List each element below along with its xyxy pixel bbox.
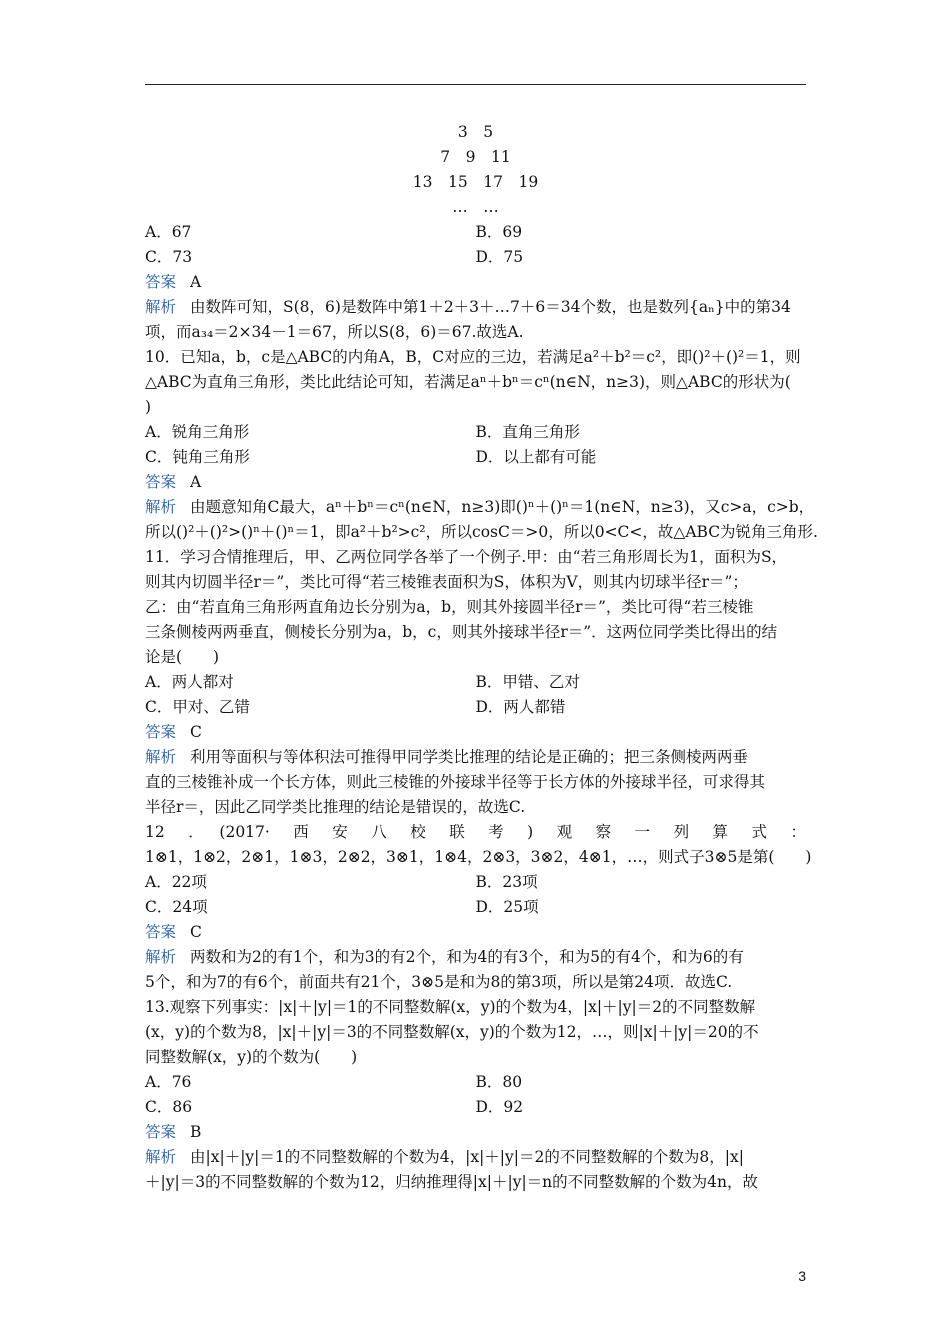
analysis-label: 解析 [145,298,177,316]
q11-stem: 11．学习合情推理后，甲、乙两位同学各举了一个例子.甲：由“若三角形周长为1，面积为S， [145,548,788,566]
q10-options-row [145,445,806,470]
analysis-label: 解析 [145,748,177,766]
q13-stem: 同整数解(x，y)的个数为( ) [145,1048,358,1066]
answer-value: A [190,273,202,291]
analysis-text: 利用等面积与等体积法可推得甲同学类比推理的结论是正确的；把三条侧棱两两垂 [190,748,749,766]
analysis-text: 由|x|＋|y|＝1的不同整数解的个数为4，|x|＋|y|＝2的不同整数解的个数为8，|x| [190,1148,744,1166]
q9-answer [145,270,806,295]
answer-value: B [190,1123,202,1141]
q11-option-d: D．两人都错 [475,698,566,716]
answer-value: C [190,723,202,741]
q9-option-c: C．73 [145,248,193,266]
q12-answer [145,920,806,945]
q12-option-b: B．23项 [475,873,538,891]
q13-option-d: D．92 [475,1098,524,1116]
q11-option-c: C．甲对、乙错 [145,698,250,716]
array-row: 13 15 17 19 [412,173,539,191]
q13-answer [145,1120,806,1145]
q12-stem: 12 ． (2017· 西 安 八 校 联 考 ) 观 察 一 列 算 式 ： [145,823,806,841]
q13-analysis: ＋|y|＝3的不同整数解的个数为12，归纳推理得|x|＋|y|＝n的不同整数解的个数为4n，故 [145,1173,759,1191]
q9-option-b: B．69 [475,223,523,241]
q9-analysis [145,295,806,320]
analysis-text: 两数和为2的有1个，和为3的有2个，和为4的有3个，和为5的有4个，和为6的有 [190,948,744,966]
q9-option-d: D．75 [475,248,524,266]
analysis-text: 由数阵可知，S(8，6)是数阵中第1＋2＋3＋…7＋6＝34个数，也是数列{aₙ}中的第34 [190,298,791,316]
answer-value: A [190,473,202,491]
q10-option-d: D．以上都有可能 [475,448,597,466]
q11-analysis [145,745,806,770]
page-number: 3 [798,1268,806,1284]
q9-option-a: A．67 [145,223,192,241]
q10-option-c: C．钝角三角形 [145,448,250,466]
q11-answer [145,720,806,745]
q10-option-b: B．直角三角形 [475,423,580,441]
q11-stem: 论是( ) [145,648,220,666]
q12-options-row [145,870,806,895]
answer-label: 答案 [145,1123,177,1141]
answer-label: 答案 [145,473,177,491]
analysis-label: 解析 [145,498,177,516]
page-content [145,120,818,1195]
q11-stem: 则其内切圆半径r＝”，类比可得“若三棱锥表面积为S，体积为V，则其内切球半径r＝”； [145,573,748,591]
answer-label: 答案 [145,273,177,291]
q10-analysis: 所以()²＋()²>()ⁿ＋()ⁿ＝1，即a²＋b²>c²，所以cosC＝>0，所以0<C<，故△ABC为锐角三角形. [145,523,818,541]
q12-option-c: C．24项 [145,898,208,916]
q9-analysis: 项，而a₃₄＝2×34－1＝67，所以S(8，6)＝67.故选A. [145,323,524,341]
analysis-text: 由题意知角C最大，aⁿ＋bⁿ＝cⁿ(n∈N，n≥3)即()ⁿ＋()ⁿ＝1(n∈N，n≥3)，又c>a，c>b， [190,498,815,516]
q11-options-row [145,670,806,695]
q10-stem: △ABC为直角三角形，类比此结论可知，若满足aⁿ＋bⁿ＝cⁿ(n∈N，n≥3)，则△ABC的形状为( [145,373,791,391]
q13-options-row [145,1095,806,1120]
q13-stem: 13.观察下列事实：|x|＋|y|＝1的不同整数解(x，y)的个数为4，|x|＋|y|＝2的不同整数解 [145,998,756,1016]
q12-analysis: 5个，和为7的有6个，前面共有21个，3⊗5是和为8的第3项，所以是第24项．故选C. [145,973,733,991]
array-row: 7 9 11 [440,148,511,166]
q10-answer [145,470,806,495]
q12-options-row [145,895,806,920]
answer-value: C [190,923,202,941]
q11-stem: 乙：由“若直角三角形两直角边长分别为a，b，则其外接圆半径r＝”，类比可得“若三棱锥 [145,598,754,616]
q9-options-row [145,245,806,270]
q13-option-b: B．80 [475,1073,523,1091]
q10-option-a: A．锐角三角形 [145,423,250,441]
analysis-label: 解析 [145,1148,177,1166]
array-row: … … [452,198,499,216]
q9-options-row [145,220,806,245]
q10-stem: ) [145,398,152,416]
header-rule [145,84,806,85]
q13-option-a: A．76 [145,1073,192,1091]
answer-label: 答案 [145,923,177,941]
q11-option-a: A．两人都对 [145,673,234,691]
q11-analysis: 半径r＝，因此乙同学类比推理的结论是错误的，故选C. [145,798,526,816]
q11-option-b: B．甲错、乙对 [475,673,580,691]
q10-stem: 10．已知a，b，c是△ABC的内角A，B，C对应的三边，若满足a²＋b²＝c²，即()²＋()²＝1，则 [145,348,801,366]
q12-option-a: A．22项 [145,873,207,891]
q13-analysis [145,1145,806,1170]
q10-analysis [145,495,815,520]
q13-option-c: C．86 [145,1098,193,1116]
q13-options-row [145,1070,806,1095]
q11-stem: 三条侧棱两两垂直，侧棱长分别为a，b，c，则其外接球半径r＝”．这两位同学类比得出的结 [145,623,778,641]
array-row: 3 5 [457,123,494,141]
answer-label: 答案 [145,723,177,741]
q13-stem: (x，y)的个数为8，|x|＋|y|＝3的不同整数解(x，y)的个数为12，…，则|x|＋|y|＝20的不 [145,1023,759,1041]
q10-options-row [145,420,806,445]
analysis-label: 解析 [145,948,177,966]
q12-analysis [145,945,806,970]
q11-options-row [145,695,806,720]
q12-stem: 1⊗1，1⊗2，2⊗1，1⊗3，2⊗2，3⊗1，1⊗4，2⊗3，3⊗2，4⊗1，…，则式子3⊗5是第( ) [145,848,812,866]
q12-option-d: D．25项 [475,898,539,916]
q11-analysis: 直的三棱锥补成一个长方体，则此三棱锥的外接球半径等于长方体的外接球半径，可求得其 [145,773,766,791]
